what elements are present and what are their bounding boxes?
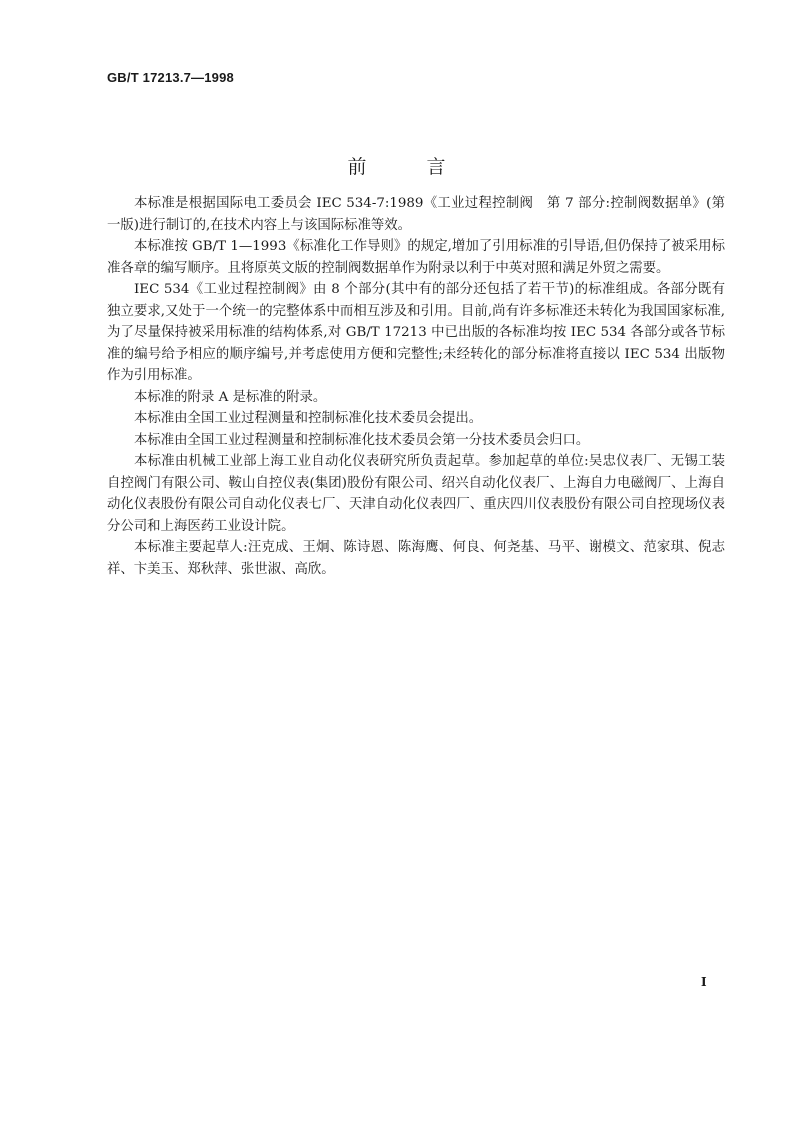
paragraph-main-drafters: 本标准主要起草人:汪克成、王炯、陈诗恩、陈海鹰、何良、何尧基、马平、谢模文、范家琪、倪志祥、卞美玉、郑秋萍、张世淑、高欣。 [107, 540, 725, 577]
foreword-body [107, 193, 725, 580]
page-number: I [701, 975, 707, 989]
page-title: 前言 [347, 156, 506, 178]
paragraph-drafting-rules: 本标准按 GB/T 1—1993《标准化工作导则》的规定,增加了引用标准的引导语,但仍保持了被采用标准各章的编写顺序。且将原英文版的控制阀数据单作为附录以利于中英对照和满足外贸之需要。 [107, 239, 725, 276]
paragraph-drafting-units: 本标准由机械工业部上海工业自动化仪表研究所负责起草。参加起草的单位:吴忠仪表厂、无锡工装自控阀门有限公司、鞍山自控仪表(集团)股份有限公司、绍兴自动化仪表厂、上海自力电磁阀厂、上海自动化仪表股份有限公司自动化仪表七厂、天津自动化仪表四厂、重庆四川仪表股份有限公司自控现场仪表分公司和上海医药工业设计院。 [107, 454, 725, 534]
standard-code-header: GB/T 17213.7—1998 [107, 70, 234, 85]
paragraph-annex: 本标准的附录 A 是标准的附录。 [134, 389, 327, 405]
paragraph-iec534-structure: IEC 534《工业过程控制阀》由 8 个部分(其中有的部分还包括了若干节)的标准组成。各部分既有独立要求,又处于一个统一的完整体系中而相互涉及和引用。目前,尚有许多标准还未转化为我国国家标准,为了尽量保持被采用标准的结构体系,对 GB/T 17213 中已出版的各标准均按 IEC 534 各部分或各节标准的编号给予相应的顺序编号,并考虑使用方便和完整性;未经转化的部分标准将直接以 IEC 534 出版物作为引用标准。 [107, 282, 725, 383]
paragraph-proposer: 本标准由全国工业过程测量和控制标准化技术委员会提出。 [134, 411, 483, 426]
paragraph-administrator: 本标准由全国工业过程测量和控制标准化技术委员会第一分技术委员会归口。 [134, 432, 590, 448]
paragraph-adoption-basis: 本标准是根据国际电工委员会 IEC 534-7:1989《工业过程控制阀 第 7 部分:控制阀数据单》(第一版)进行制订的,在技术内容上与该国际标准等效。 [107, 196, 725, 233]
